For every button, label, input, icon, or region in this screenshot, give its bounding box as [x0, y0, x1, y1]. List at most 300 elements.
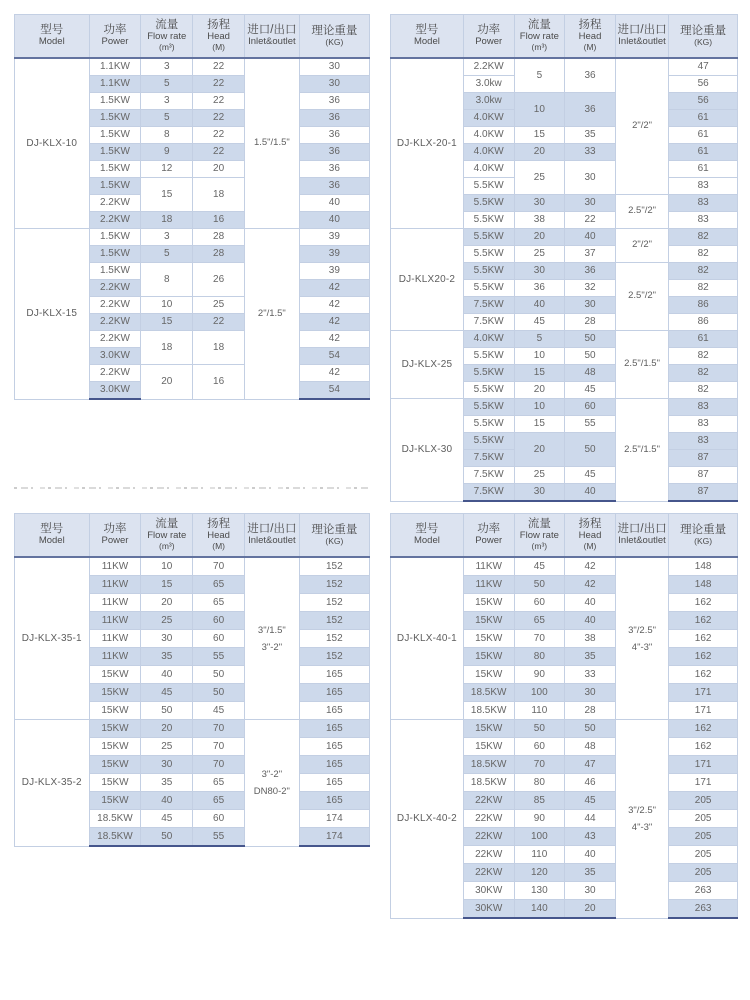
power-cell: 5.5KW [463, 348, 514, 365]
head-cell: 18 [193, 331, 245, 365]
weight-cell: 152 [299, 576, 369, 594]
power-cell: 18.5KW [89, 828, 141, 847]
head-cell: 48 [565, 738, 616, 756]
column-header-model: 型号 Model [15, 15, 90, 59]
column-header-weight: 理论重量 (KG) [669, 15, 738, 59]
power-cell: 11KW [89, 557, 141, 576]
head-cell: 50 [193, 684, 245, 702]
flow-rate-cell: 140 [514, 900, 565, 919]
weight-cell: 162 [669, 738, 738, 756]
inlet-outlet-cell: 2.5"/1.5" [615, 331, 668, 399]
flow-rate-cell: 25 [141, 612, 193, 630]
table-row [15, 229, 370, 246]
head-cell: 60 [565, 399, 616, 416]
flow-rate-cell: 36 [514, 280, 565, 297]
power-cell: 15KW [463, 630, 514, 648]
flow-rate-cell: 40 [141, 792, 193, 810]
flow-rate-cell: 15 [514, 365, 565, 382]
head-cell: 33 [565, 666, 616, 684]
weight-cell: 162 [669, 630, 738, 648]
inlet-outlet-cell: 3"/2.5" 4"-3" [615, 557, 668, 720]
power-cell: 2.2KW [89, 314, 141, 331]
flow-rate-cell: 15 [141, 576, 193, 594]
power-cell: 15KW [463, 594, 514, 612]
weight-cell: 87 [669, 484, 738, 502]
weight-cell: 61 [669, 110, 738, 127]
head-cell: 50 [565, 433, 616, 467]
head-cell: 50 [565, 331, 616, 348]
power-cell: 5.5KW [463, 399, 514, 416]
weight-cell: 82 [669, 280, 738, 297]
flow-rate-cell: 20 [514, 433, 565, 467]
weight-cell: 171 [669, 702, 738, 720]
flow-rate-cell: 50 [514, 576, 565, 594]
flow-rate-cell: 30 [141, 630, 193, 648]
column-header-model: 型号 Model [391, 15, 464, 59]
weight-cell: 36 [299, 93, 369, 110]
column-header-inlet: 进口/出口 Inlet&outlet [245, 514, 300, 558]
weight-cell: 39 [299, 229, 369, 246]
weight-cell: 152 [299, 630, 369, 648]
weight-cell: 39 [299, 263, 369, 280]
power-cell: 30KW [463, 882, 514, 900]
weight-cell: 162 [669, 594, 738, 612]
flow-rate-cell: 85 [514, 792, 565, 810]
column-header-inlet: 进口/出口 Inlet&outlet [245, 15, 300, 59]
power-cell: 1.1KW [89, 76, 141, 93]
weight-cell: 61 [669, 127, 738, 144]
head-cell: 35 [565, 127, 616, 144]
power-cell: 5.5KW [463, 280, 514, 297]
power-cell: 15KW [89, 720, 141, 738]
weight-cell: 36 [299, 178, 369, 195]
table-row [15, 557, 370, 576]
head-cell: 35 [565, 648, 616, 666]
power-cell: 22KW [463, 810, 514, 828]
flow-rate-cell: 65 [514, 612, 565, 630]
head-cell: 60 [193, 612, 245, 630]
head-cell: 28 [565, 702, 616, 720]
weight-cell: 205 [669, 792, 738, 810]
flow-rate-cell: 100 [514, 684, 565, 702]
flow-rate-cell: 80 [514, 774, 565, 792]
weight-cell: 82 [669, 348, 738, 365]
table-row [391, 399, 738, 416]
inlet-outlet-cell: 2.5"/2" [615, 263, 668, 331]
power-cell: 5.5KW [463, 195, 514, 212]
head-cell: 30 [565, 882, 616, 900]
weight-cell: 82 [669, 263, 738, 280]
weight-cell: 162 [669, 720, 738, 738]
model-cell: DJ-KLX-40-1 [391, 557, 464, 720]
column-header-flow: 流量 Flow rate (m³) [141, 514, 193, 558]
weight-cell: 54 [299, 348, 369, 365]
power-cell: 2.2KW [89, 195, 141, 212]
flow-rate-cell: 45 [141, 810, 193, 828]
weight-cell: 83 [669, 212, 738, 229]
head-cell: 47 [565, 756, 616, 774]
weight-cell: 54 [299, 382, 369, 400]
power-cell: 30KW [463, 900, 514, 919]
weight-cell: 165 [299, 702, 369, 720]
power-cell: 3.0kw [463, 76, 514, 93]
flow-rate-cell: 5 [141, 110, 193, 127]
weight-cell: 165 [299, 684, 369, 702]
head-cell: 22 [565, 212, 616, 229]
power-cell: 11KW [89, 576, 141, 594]
weight-cell: 86 [669, 297, 738, 314]
weight-cell: 86 [669, 314, 738, 331]
head-cell: 70 [193, 756, 245, 774]
head-cell: 33 [565, 144, 616, 161]
weight-cell: 83 [669, 399, 738, 416]
power-cell: 18.5KW [463, 756, 514, 774]
weight-cell: 42 [299, 280, 369, 297]
power-cell: 2.2KW [89, 212, 141, 229]
weight-cell: 56 [669, 93, 738, 110]
head-cell: 36 [565, 263, 616, 280]
head-cell: 43 [565, 828, 616, 846]
power-cell: 15KW [89, 666, 141, 684]
spec-table-klx-20-25-30 [390, 14, 738, 502]
column-header-power: 功率 Power [463, 15, 514, 59]
power-cell: 2.2KW [89, 331, 141, 348]
power-cell: 22KW [463, 828, 514, 846]
flow-rate-cell: 40 [514, 297, 565, 314]
weight-cell: 152 [299, 612, 369, 630]
flow-rate-cell: 3 [141, 58, 193, 76]
power-cell: 15KW [89, 756, 141, 774]
column-header-head: 扬程 Head (M) [193, 514, 245, 558]
power-cell: 5.5KW [463, 433, 514, 450]
flow-rate-cell: 10 [514, 399, 565, 416]
weight-cell: 152 [299, 648, 369, 666]
power-cell: 22KW [463, 846, 514, 864]
head-cell: 36 [565, 93, 616, 127]
flow-rate-cell: 35 [141, 648, 193, 666]
weight-cell: 61 [669, 144, 738, 161]
fine-print-line [14, 486, 370, 490]
weight-cell: 82 [669, 382, 738, 399]
flow-rate-cell: 15 [141, 178, 193, 212]
column-header-flow: 流量 Flow rate (m³) [514, 514, 565, 558]
head-cell: 16 [193, 212, 245, 229]
flow-rate-cell: 30 [514, 263, 565, 280]
weight-cell: 162 [669, 666, 738, 684]
head-cell: 50 [565, 720, 616, 738]
flow-rate-cell: 3 [141, 93, 193, 110]
power-cell: 2.2KW [463, 58, 514, 76]
power-cell: 1.5KW [89, 110, 141, 127]
power-cell: 3.0kw [463, 93, 514, 110]
head-cell: 50 [565, 348, 616, 365]
power-cell: 2.2KW [89, 365, 141, 382]
flow-rate-cell: 10 [141, 557, 193, 576]
flow-rate-cell: 20 [514, 144, 565, 161]
head-cell: 26 [193, 263, 245, 297]
table-row [391, 557, 738, 576]
flow-rate-cell: 20 [141, 365, 193, 400]
power-cell: 11KW [89, 648, 141, 666]
power-cell: 15KW [463, 738, 514, 756]
power-cell: 1.5KW [89, 93, 141, 110]
flow-rate-cell: 45 [514, 557, 565, 576]
weight-cell: 40 [299, 212, 369, 229]
flow-rate-cell: 45 [141, 684, 193, 702]
head-cell: 38 [565, 630, 616, 648]
weight-cell: 148 [669, 576, 738, 594]
flow-rate-cell: 60 [514, 594, 565, 612]
power-cell: 15KW [89, 792, 141, 810]
column-header-inlet: 进口/出口 Inlet&outlet [615, 514, 668, 558]
model-cell: DJ-KLX-10 [15, 58, 90, 229]
flow-rate-cell: 15 [141, 314, 193, 331]
power-cell: 1.5KW [89, 127, 141, 144]
head-cell: 37 [565, 246, 616, 263]
head-cell: 18 [193, 178, 245, 212]
weight-cell: 61 [669, 331, 738, 348]
table-row [391, 331, 738, 348]
power-cell: 7.5KW [463, 450, 514, 467]
weight-cell: 83 [669, 195, 738, 212]
head-cell: 60 [193, 630, 245, 648]
flow-rate-cell: 25 [514, 246, 565, 263]
flow-rate-cell: 70 [514, 756, 565, 774]
weight-cell: 165 [299, 774, 369, 792]
weight-cell: 61 [669, 161, 738, 178]
power-cell: 5.5KW [463, 382, 514, 399]
table-row [391, 229, 738, 246]
table-row [15, 58, 370, 76]
head-cell: 32 [565, 280, 616, 297]
table-row [15, 720, 370, 738]
weight-cell: 42 [299, 331, 369, 348]
flow-rate-cell: 25 [514, 467, 565, 484]
weight-cell: 36 [299, 144, 369, 161]
weight-cell: 165 [299, 738, 369, 756]
model-cell: DJ-KLX-25 [391, 331, 464, 399]
flow-rate-cell: 5 [141, 246, 193, 263]
flow-rate-cell: 30 [514, 484, 565, 502]
weight-cell: 83 [669, 178, 738, 195]
column-header-weight: 理论重量 (KG) [299, 514, 369, 558]
column-header-model: 型号 Model [391, 514, 464, 558]
pump-spec-table [390, 513, 738, 919]
flow-rate-cell: 12 [141, 161, 193, 178]
model-cell: DJ-KLX-35-2 [15, 720, 90, 847]
power-cell: 11KW [463, 557, 514, 576]
inlet-outlet-cell: 3"/1.5" 3"-2" [245, 557, 300, 720]
head-cell: 25 [193, 297, 245, 314]
table-row [391, 58, 738, 76]
head-cell: 48 [565, 365, 616, 382]
flow-rate-cell: 50 [514, 720, 565, 738]
weight-cell: 87 [669, 467, 738, 484]
weight-cell: 205 [669, 810, 738, 828]
flow-rate-cell: 8 [141, 263, 193, 297]
inlet-outlet-cell: 2"/2" [615, 58, 668, 195]
power-cell: 4.0KW [463, 127, 514, 144]
inlet-outlet-cell: 2"/1.5" [245, 229, 300, 400]
column-header-weight: 理论重量 (KG) [299, 15, 369, 59]
model-cell: DJ-KLX20-2 [391, 229, 464, 331]
power-cell: 2.2KW [89, 280, 141, 297]
head-cell: 16 [193, 365, 245, 400]
power-cell: 1.5KW [89, 144, 141, 161]
power-cell: 15KW [463, 648, 514, 666]
power-cell: 7.5KW [463, 484, 514, 502]
model-cell: DJ-KLX-35-1 [15, 557, 90, 720]
power-cell: 15KW [89, 738, 141, 756]
power-cell: 18.5KW [463, 684, 514, 702]
power-cell: 1.1KW [89, 58, 141, 76]
weight-cell: 171 [669, 684, 738, 702]
weight-cell: 148 [669, 557, 738, 576]
weight-cell: 205 [669, 846, 738, 864]
power-cell: 7.5KW [463, 297, 514, 314]
head-cell: 22 [193, 127, 245, 144]
flow-rate-cell: 45 [514, 314, 565, 331]
power-cell: 4.0KW [463, 161, 514, 178]
flow-rate-cell: 18 [141, 212, 193, 229]
head-cell: 50 [193, 666, 245, 684]
model-cell: DJ-KLX-30 [391, 399, 464, 502]
weight-cell: 39 [299, 246, 369, 263]
spec-table-klx-10-15 [14, 14, 370, 400]
flow-rate-cell: 100 [514, 828, 565, 846]
power-cell: 4.0KW [463, 331, 514, 348]
weight-cell: 87 [669, 450, 738, 467]
flow-rate-cell: 40 [141, 666, 193, 684]
column-header-flow: 流量 Flow rate (m³) [141, 15, 193, 59]
inlet-outlet-cell: 1.5"/1.5" [245, 58, 300, 229]
power-cell: 18.5KW [463, 774, 514, 792]
weight-cell: 162 [669, 648, 738, 666]
power-cell: 1.5KW [89, 263, 141, 280]
power-cell: 11KW [89, 612, 141, 630]
head-cell: 40 [565, 594, 616, 612]
head-cell: 28 [193, 229, 245, 246]
power-cell: 2.2KW [89, 297, 141, 314]
pump-spec-table [14, 14, 370, 400]
flow-rate-cell: 35 [141, 774, 193, 792]
flow-rate-cell: 18 [141, 331, 193, 365]
weight-cell: 165 [299, 792, 369, 810]
weight-cell: 47 [669, 58, 738, 76]
flow-rate-cell: 70 [514, 630, 565, 648]
model-cell: DJ-KLX-15 [15, 229, 90, 400]
weight-cell: 42 [299, 297, 369, 314]
power-cell: 15KW [463, 720, 514, 738]
inlet-outlet-cell: 2.5"/2" [615, 195, 668, 229]
head-cell: 55 [193, 648, 245, 666]
head-cell: 42 [565, 557, 616, 576]
power-cell: 1.5KW [89, 178, 141, 195]
flow-rate-cell: 25 [141, 738, 193, 756]
head-cell: 70 [193, 557, 245, 576]
power-cell: 4.0KW [463, 110, 514, 127]
head-cell: 22 [193, 93, 245, 110]
weight-cell: 152 [299, 594, 369, 612]
power-cell: 22KW [463, 864, 514, 882]
weight-cell: 83 [669, 433, 738, 450]
head-cell: 45 [565, 792, 616, 810]
column-header-weight: 理论重量 (KG) [669, 514, 738, 558]
power-cell: 7.5KW [463, 467, 514, 484]
flow-rate-cell: 10 [514, 93, 565, 127]
flow-rate-cell: 9 [141, 144, 193, 161]
power-cell: 15KW [463, 612, 514, 630]
power-cell: 18.5KW [89, 810, 141, 828]
head-cell: 28 [193, 246, 245, 263]
flow-rate-cell: 10 [141, 297, 193, 314]
weight-cell: 263 [669, 882, 738, 900]
weight-cell: 174 [299, 810, 369, 828]
inlet-outlet-cell: 3"/2.5" 4"-3" [615, 720, 668, 919]
head-cell: 55 [193, 828, 245, 847]
weight-cell: 42 [299, 314, 369, 331]
head-cell: 70 [193, 738, 245, 756]
column-header-head: 扬程 Head (M) [565, 15, 616, 59]
head-cell: 40 [565, 484, 616, 502]
weight-cell: 30 [299, 76, 369, 93]
flow-rate-cell: 30 [514, 195, 565, 212]
flow-rate-cell: 15 [514, 127, 565, 144]
head-cell: 45 [565, 467, 616, 484]
power-cell: 15KW [89, 684, 141, 702]
weight-cell: 36 [299, 161, 369, 178]
head-cell: 20 [565, 900, 616, 919]
head-cell: 28 [565, 314, 616, 331]
head-cell: 22 [193, 58, 245, 76]
flow-rate-cell: 130 [514, 882, 565, 900]
weight-cell: 83 [669, 416, 738, 433]
column-header-power: 功率 Power [463, 514, 514, 558]
head-cell: 65 [193, 774, 245, 792]
weight-cell: 56 [669, 76, 738, 93]
weight-cell: 42 [299, 365, 369, 382]
weight-cell: 171 [669, 756, 738, 774]
spec-table-klx-40 [390, 513, 738, 919]
model-cell: DJ-KLX-20-1 [391, 58, 464, 229]
pump-spec-table [390, 14, 738, 502]
flow-rate-cell: 80 [514, 648, 565, 666]
flow-rate-cell: 110 [514, 846, 565, 864]
flow-rate-cell: 25 [514, 161, 565, 195]
flow-rate-cell: 120 [514, 864, 565, 882]
head-cell: 22 [193, 314, 245, 331]
inlet-outlet-cell: 3"-2" DN80-2" [245, 720, 300, 847]
column-header-head: 扬程 Head (M) [565, 514, 616, 558]
weight-cell: 30 [299, 58, 369, 76]
flow-rate-cell: 10 [514, 348, 565, 365]
head-cell: 45 [193, 702, 245, 720]
flow-rate-cell: 30 [141, 756, 193, 774]
power-cell: 4.0KW [463, 144, 514, 161]
head-cell: 22 [193, 76, 245, 93]
flow-rate-cell: 50 [141, 702, 193, 720]
power-cell: 11KW [89, 630, 141, 648]
flow-rate-cell: 20 [141, 594, 193, 612]
power-cell: 5.5KW [463, 263, 514, 280]
column-header-head: 扬程 Head (M) [193, 15, 245, 59]
power-cell: 11KW [89, 594, 141, 612]
head-cell: 30 [565, 684, 616, 702]
head-cell: 35 [565, 864, 616, 882]
power-cell: 5.5KW [463, 212, 514, 229]
head-cell: 45 [565, 382, 616, 399]
pump-spec-table [14, 513, 370, 847]
